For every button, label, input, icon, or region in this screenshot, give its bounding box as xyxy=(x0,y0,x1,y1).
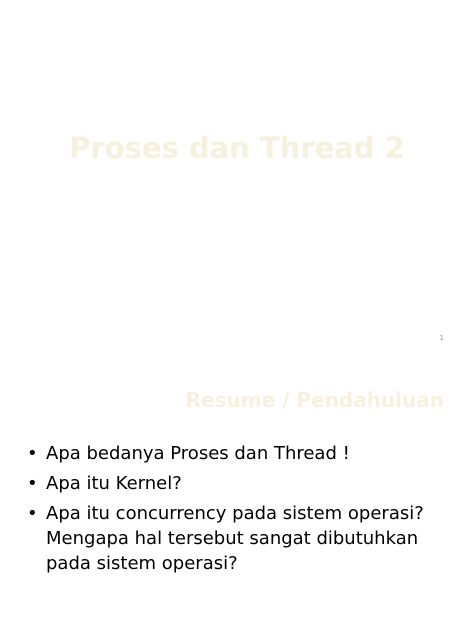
bullet-list xyxy=(27,441,452,581)
bullet-item xyxy=(27,471,452,496)
bullet-marker: • xyxy=(27,443,38,464)
bullet-text: Apa bedanya Proses dan Thread ! xyxy=(46,443,350,464)
page-number: 1 xyxy=(439,334,444,342)
bullet-text: Apa itu Kernel? xyxy=(46,473,182,494)
slide-2 xyxy=(0,355,474,632)
bullet-marker: • xyxy=(27,473,38,494)
bullet-item xyxy=(27,441,452,466)
slide-1-title: Proses dan Thread 2 xyxy=(69,131,405,165)
bullet-marker: • xyxy=(27,503,38,524)
slide-2-title: Resume / Pendahuluan xyxy=(185,388,444,412)
bullet-text: Apa itu concurrency pada sistem operasi? Mengapa hal tersebut sangat dibutuhkan pada sistem operasi? xyxy=(46,503,424,574)
bullet-item xyxy=(27,501,452,576)
